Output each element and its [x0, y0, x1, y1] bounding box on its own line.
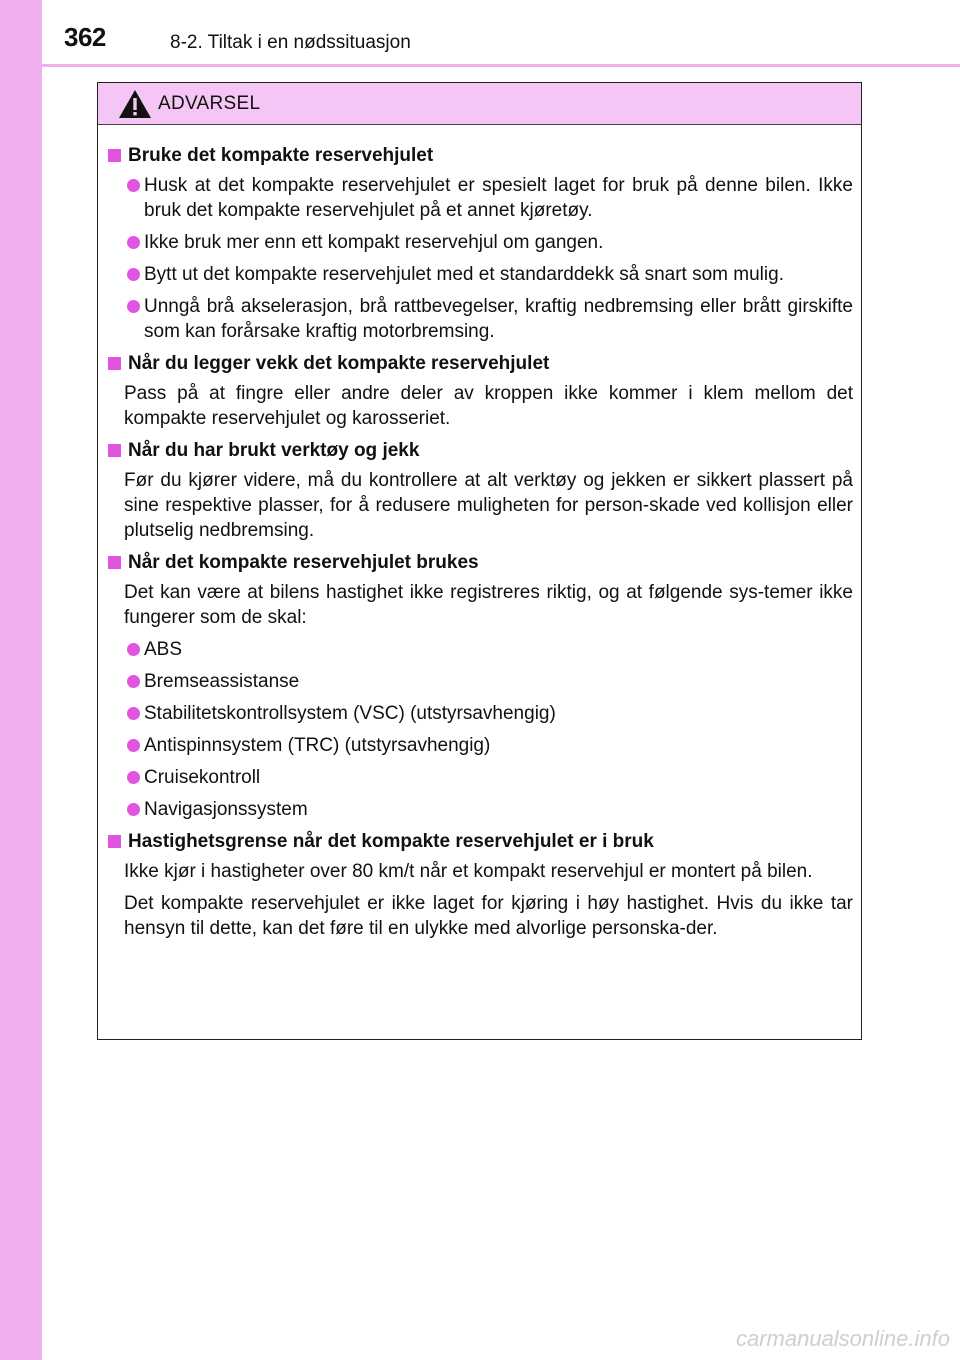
paragraph: Pass på at fingre eller andre deler av kroppen ikke kommer i klem mellom det kompakte reservehjulet og karosseriet.	[124, 383, 853, 429]
list-item-text: Ikke bruk mer enn ett kompakt reservehjul om gangen.	[144, 232, 604, 253]
square-bullet-icon	[108, 357, 121, 370]
item-heading	[106, 351, 853, 377]
round-bullet-icon	[127, 300, 140, 313]
list-item	[106, 797, 853, 822]
round-bullet-icon	[127, 236, 140, 249]
warning-header	[98, 83, 861, 125]
item-heading-text: Når det kompakte reservehjulet brukes	[128, 552, 479, 573]
list-item-text: Stabilitetskontrollsystem (VSC) (utstyrsavhengig)	[144, 703, 556, 724]
item-heading	[106, 438, 853, 464]
list-item-text: Bytt ut det kompakte reservehjulet med et standarddekk så snart som mulig.	[144, 264, 784, 285]
list-item	[106, 637, 853, 662]
square-bullet-icon	[108, 556, 121, 569]
square-bullet-icon	[108, 444, 121, 457]
warning-body	[98, 125, 861, 941]
item-heading	[106, 143, 853, 169]
round-bullet-icon	[127, 771, 140, 784]
round-bullet-icon	[127, 707, 140, 720]
list-item	[106, 294, 853, 344]
warning-triangle-icon	[118, 89, 152, 119]
list-item-text: Bremseassistanse	[144, 671, 300, 692]
round-bullet-icon	[127, 268, 140, 281]
round-bullet-icon	[127, 643, 140, 656]
paragraph: Ikke kjør i hastigheter over 80 km/t når et kompakt reservehjul er montert på bilen.	[124, 861, 813, 882]
item-heading-text: Når du har brukt verktøy og jekk	[128, 440, 420, 461]
list-item	[106, 701, 853, 726]
header-rule	[42, 64, 960, 67]
list-item	[106, 173, 853, 223]
side-strip	[0, 0, 42, 1360]
list-item	[106, 733, 853, 758]
item-heading	[106, 829, 853, 855]
list-item	[106, 669, 853, 694]
warning-box	[97, 82, 862, 1040]
warning-title: ADVARSEL	[158, 92, 261, 114]
item-heading-text: Bruke det kompakte reservehjulet	[128, 145, 434, 166]
item-heading	[106, 550, 853, 576]
square-bullet-icon	[108, 835, 121, 848]
item-heading-text: Når du legger vekk det kompakte reservehjulet	[128, 353, 550, 374]
square-bullet-icon	[108, 149, 121, 162]
list-item-text: Navigasjonssystem	[144, 799, 308, 820]
round-bullet-icon	[127, 739, 140, 752]
list-item-text: Antispinnsystem (TRC) (utstyrsavhengig)	[144, 735, 491, 756]
page-number: 362	[64, 22, 106, 52]
list-item	[106, 230, 853, 255]
list-item-text: Cruisekontroll	[144, 767, 261, 788]
list-item-text: Unngå brå akselerasjon, brå rattbevegelser, kraftig nedbremsing eller brått girskifte som kan forårsake kraftig motorbremsing.	[144, 296, 853, 342]
round-bullet-icon	[127, 675, 140, 688]
round-bullet-icon	[127, 803, 140, 816]
list-item-text: Husk at det kompakte reservehjulet er spesielt laget for bruk på denne bilen. Ikke bruk det kompakte reservehjulet på et annet kjøretøy.	[144, 175, 853, 221]
list-item	[106, 262, 853, 287]
paragraph: Før du kjører videre, må du kontrollere at alt verktøy og jekken er sikkert plassert på sine respektive plasser, for å redusere muligheten for person-skade ved kollisjon eller plutselig nedbremsing.	[124, 470, 853, 541]
paragraph: Det kan være at bilens hastighet ikke registreres riktig, og at følgende sys-temer ikke fungerer som de skal:	[124, 582, 853, 628]
list-item	[106, 765, 853, 790]
item-heading-text: Hastighetsgrense når det kompakte reservehjulet er i bruk	[128, 831, 654, 852]
round-bullet-icon	[127, 179, 140, 192]
list-item-text: ABS	[144, 639, 183, 660]
watermark: carmanualsonline.info	[735, 1326, 950, 1351]
section-title: 8-2. Tiltak i en nødssituasjon	[170, 32, 411, 53]
paragraph: Det kompakte reservehjulet er ikke laget for kjøring i høy hastighet. Hvis du ikke tar hensyn til dette, kan det føre til en ulykke med alvorlige personska-der.	[124, 893, 853, 939]
